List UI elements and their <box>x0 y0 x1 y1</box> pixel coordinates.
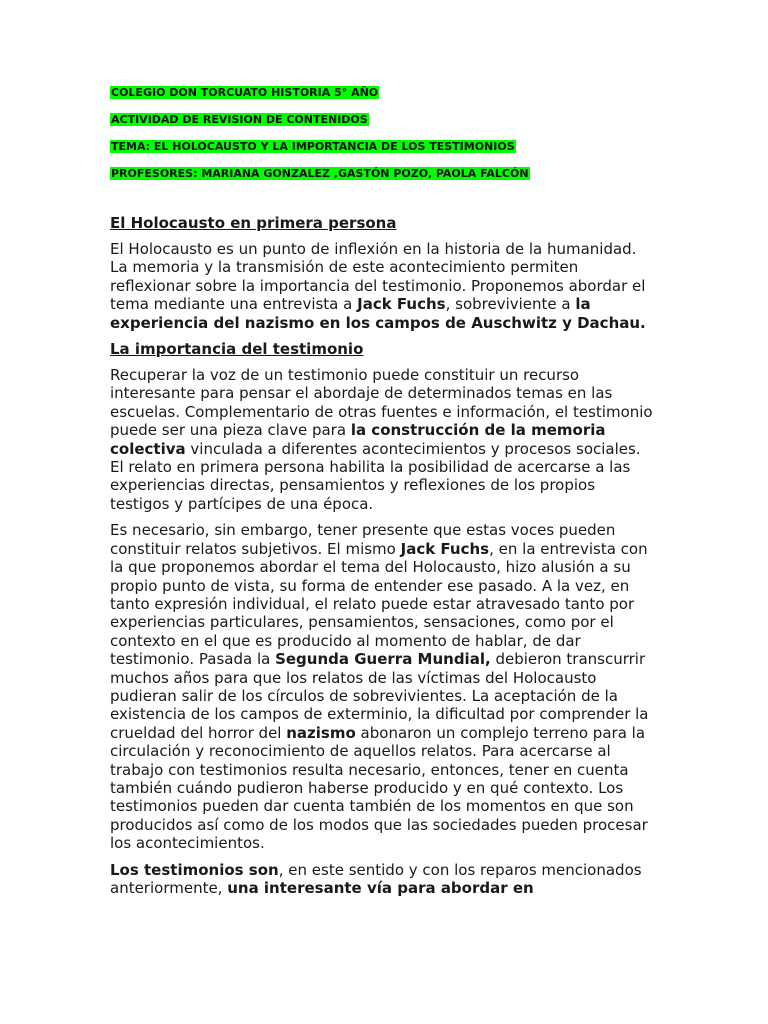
paragraph-intro <box>110 240 658 332</box>
paragraph-testimonio-1-text-2: vinculada a diferentes acontecimientos y procesos sociales. El relato en primera persona habilita la posibilidad de acercarse a las experiencias directas, pensamientos y reflexiones de los propios testigos y partícipes de una época. <box>110 439 641 513</box>
paragraph-intro-text-2: , sobreviviente a <box>445 295 576 314</box>
paragraph-testimonio-2-text-1: Es necesario, sin embargo, tener presente que estas voces pueden constituir relatos subjetivos. El mismo <box>110 521 616 558</box>
header-activity-text: ACTIVIDAD DE REVISION DE CONTENIDOS <box>111 113 368 126</box>
header-block <box>110 86 658 181</box>
paragraph-testimonio-2-text-3: debieron transcurrir muchos años para que los relatos de las víctimas del Holocausto pudieran salir de los círculos de sobrevivientes. La aceptación de la existencia de los campos de exterminio, la dificultad por comprender la crueldad del horror del <box>110 650 649 742</box>
paragraph-testimonio-3-bold-2: una interesante vía para abordar en <box>227 879 534 897</box>
header-school-line <box>110 86 658 100</box>
paragraph-testimonio-3-text-1: , en este sentido y con los reparos mencionados anteriormente, <box>110 860 642 897</box>
paragraph-testimonio-1-bold-1: la construcción de la memoria colectiva <box>110 421 606 458</box>
paragraph-testimonio-2-bold-2: Segunda Guerra Mundial, <box>275 650 491 669</box>
paragraph-intro-text-1: El Holocausto es un punto de inflexión en la historia de la humanidad. La memoria y la transmisión de este acontecimiento permiten reflexionar sobre la importancia del testimonio. Proponemos abordar el tema mediante una entrevista a <box>110 240 646 314</box>
paragraph-testimonio-1 <box>110 366 658 513</box>
paragraph-intro-bold-2: la experiencia del nazismo en los campos de Auschwitz y Dachau. <box>110 295 646 332</box>
paragraph-intro-bold-1: Jack Fuchs <box>357 295 446 314</box>
paragraph-testimonio-1-text-1: Recuperar la voz de un testimonio puede constituir un recurso interesante para pensar el abordaje de determinados temas en las escuelas. Complementario de otras fuentes e información, el testimonio puede ser una pieza clave para <box>110 366 653 440</box>
paragraph-testimonio-2 <box>110 521 658 852</box>
paragraph-testimonio-3-bold-1: Los testimonios son <box>110 860 279 879</box>
paragraph-testimonio-2-text-4: abonaron un complejo terreno para la circulación y reconocimiento de aquellos relatos. Para acercarse al trabajo con testimonios resulta necesario, entonces, tener en cuenta también cuándo pudieron haberse producido y en qué contexto. Los testimonios pueden dar cuenta también de los momentos en que son producidos así como de los modos que las sociedades pueden procesar los acontecimientos. <box>110 723 648 853</box>
paragraph-testimonio-2-bold-1: Jack Fuchs <box>400 539 490 558</box>
header-teachers-line <box>110 167 658 181</box>
header-teachers-text: PROFESORES: MARIANA GONZALEZ ,GASTÓN POZO, PAOLA FALCÓN <box>111 167 529 180</box>
header-activity-line <box>110 113 658 127</box>
section-heading-testimonio: La importancia del testimonio <box>110 340 364 359</box>
paragraph-testimonio-3 <box>110 861 658 898</box>
paragraph-testimonio-2-text-2: , en la entrevista con la que proponemos abordar el tema del Holocausto, hizo alusión a su propio punto de vista, su forma de entender ese pasado. A la vez, en tanto expresión individual, el relato puede estar atravesado tanto por experiencias particulares, pensamientos, sensaciones, como por el contexto en el que es producido al momento de hablar, de dar testimonio. Pasada la <box>110 539 648 669</box>
header-topic-text: TEMA: EL HOLOCAUSTO Y LA IMPORTANCIA DE LOS TESTIMONIOS <box>111 140 515 153</box>
paragraph-testimonio-2-bold-3: nazismo <box>286 723 356 742</box>
section-heading-holocausto: El Holocausto en primera persona <box>110 214 397 232</box>
document-page <box>110 86 658 905</box>
header-school-text: COLEGIO DON TORCUATO HISTORIA 5° AÑO <box>111 86 379 99</box>
header-topic-line <box>110 140 658 154</box>
